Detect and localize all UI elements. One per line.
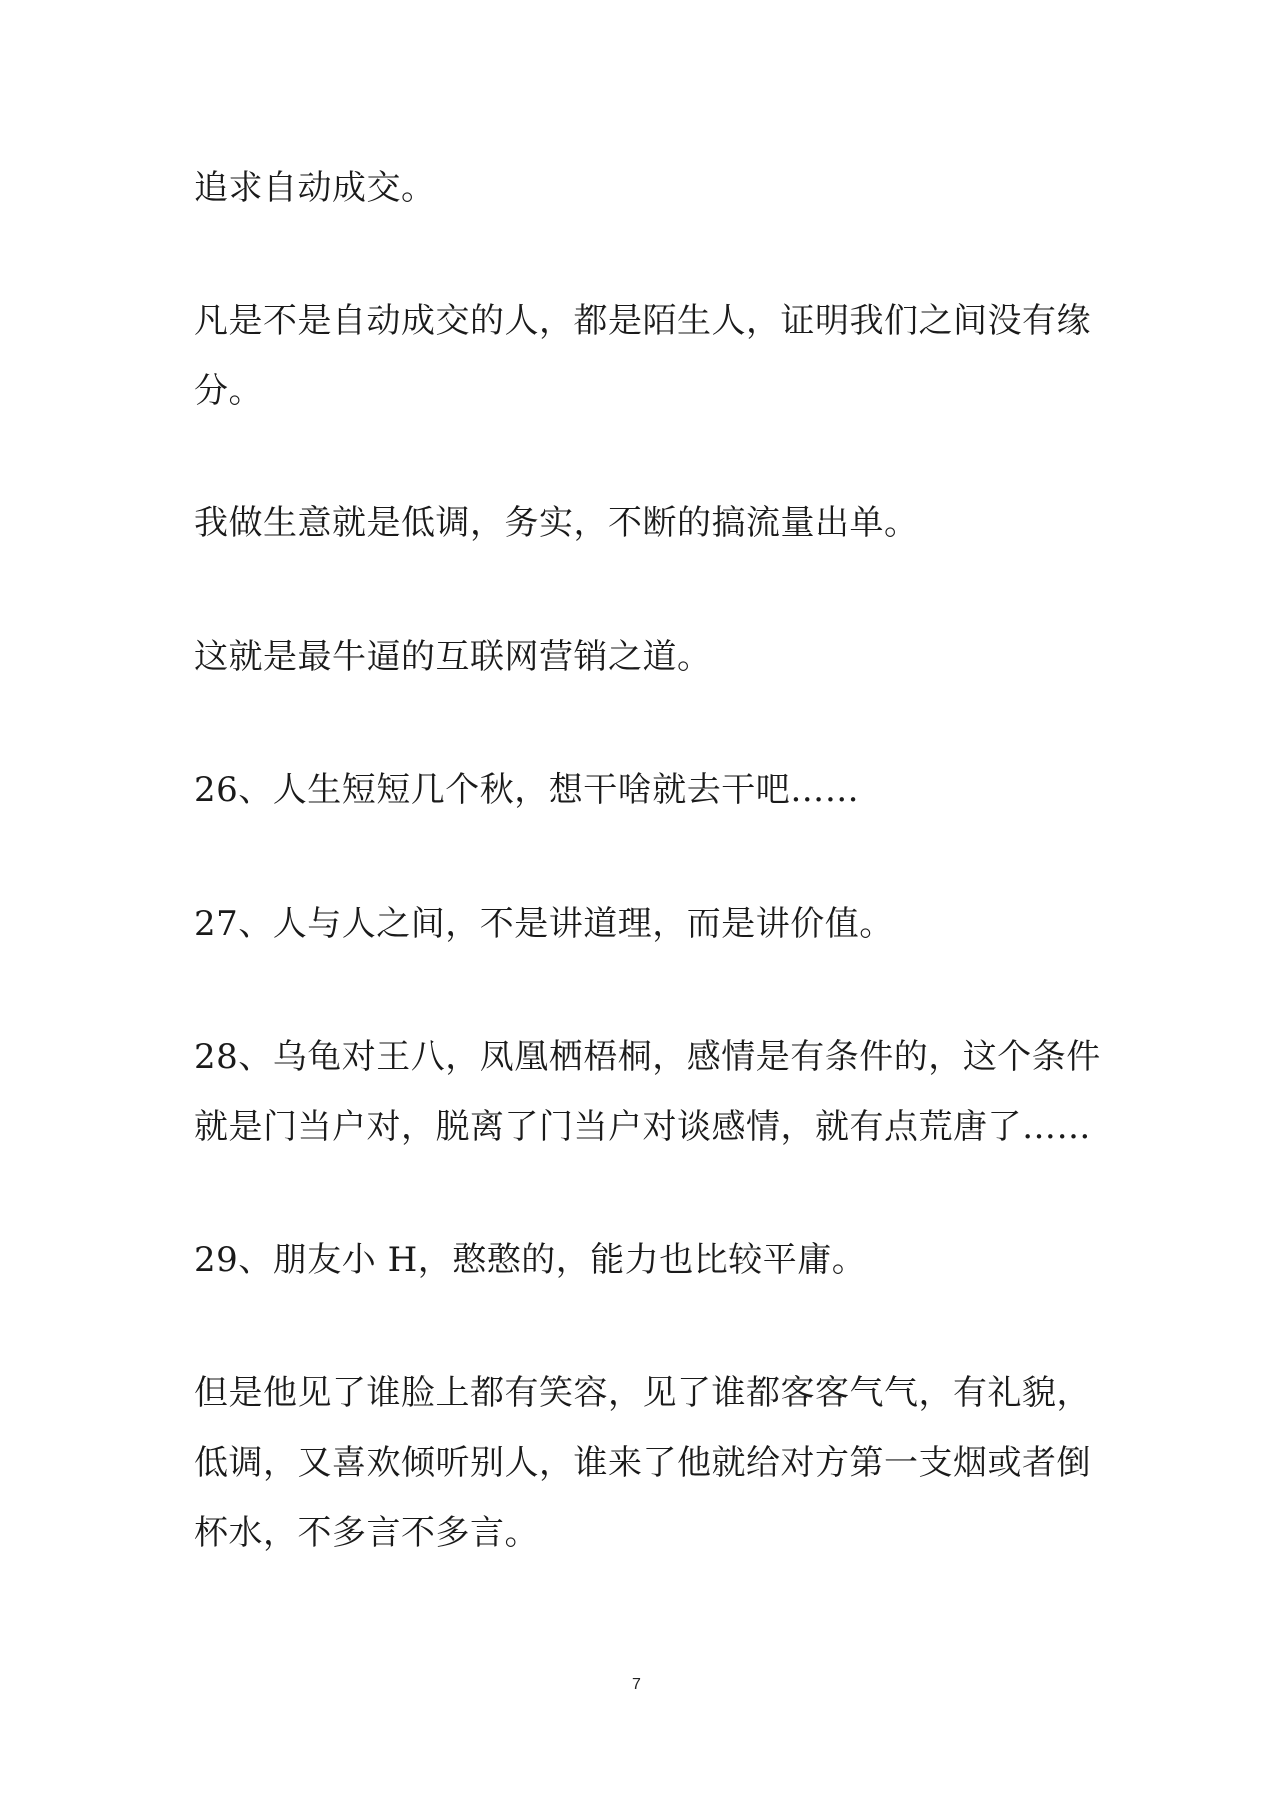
paragraph-line: 这就是最牛逼的互联网营销之道。 [194, 637, 712, 677]
page-number: 7 [632, 1676, 641, 1693]
paragraph-line: 28、乌龟对王八，凤凰栖梧桐，感情是有条件的，这个条件 [194, 1037, 1101, 1077]
paragraph-line: 杯水，不多言不多言。 [194, 1513, 539, 1553]
paragraph-8 [194, 1225, 1094, 1295]
paragraph-5 [194, 755, 1094, 825]
paragraph-line: 26、人生短短几个秋，想干啥就去干吧…… [194, 770, 860, 810]
paragraph-4 [194, 622, 1094, 692]
paragraph-9 [194, 1358, 1094, 1568]
paragraph-3 [194, 488, 1094, 558]
paragraph-7 [194, 1022, 1101, 1162]
paragraph-line: 我做生意就是低调，务实，不断的搞流量出单。 [194, 503, 919, 543]
paragraph-line: 分。 [194, 371, 263, 411]
paragraph-line: 低调，又喜欢倾听别人，谁来了他就给对方第一支烟或者倒 [194, 1443, 1091, 1483]
paragraph-6 [194, 889, 1094, 959]
paragraph-line: 29、朋友小 H，憨憨的，能力也比较平庸。 [194, 1240, 867, 1280]
paragraph-line: 27、人与人之间，不是讲道理，而是讲价值。 [194, 904, 894, 944]
paragraph-2 [194, 286, 1094, 426]
paragraph-line: 就是门当户对，脱离了门当户对谈感情，就有点荒唐了…… [194, 1107, 1091, 1147]
paragraph-1 [194, 153, 1094, 223]
paragraph-line: 追求自动成交。 [194, 168, 436, 208]
paragraph-line: 凡是不是自动成交的人，都是陌生人，证明我们之间没有缘 [194, 301, 1091, 341]
paragraph-line: 但是他见了谁脸上都有笑容，见了谁都客客气气，有礼貌， [194, 1373, 1091, 1413]
